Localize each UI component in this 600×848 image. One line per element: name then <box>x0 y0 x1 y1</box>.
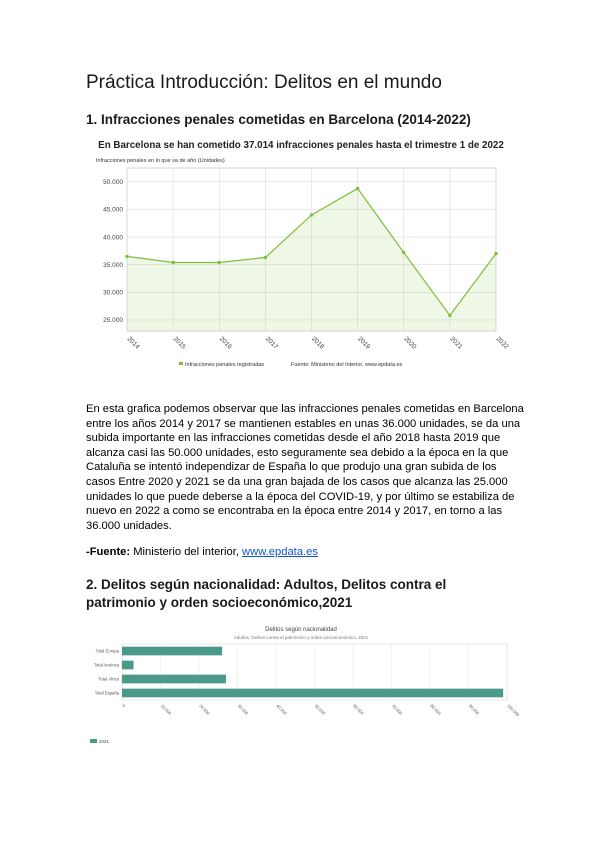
data-point-2019 <box>356 187 359 190</box>
chart-title: Delitos según nacionalidad <box>265 627 337 633</box>
y-tick-label: 35.000 <box>103 261 123 269</box>
data-point-2015 <box>171 261 174 264</box>
x-tick-labels <box>121 703 521 718</box>
x-tick-label: 10.000 <box>159 703 173 716</box>
paragraph-line: unidades lo que puede deberse a la época del COVID-19, y por último se estabiliza de <box>86 490 515 503</box>
source-link[interactable]: www.epdata.es <box>242 546 318 558</box>
category-label: Total Europa <box>95 648 119 654</box>
nationality-bar-chart <box>86 622 521 752</box>
x-tick-label: 0 <box>121 703 127 709</box>
paragraph-line: entre los años 2014 y 2017 se mantienen estables en unas 36.000 unidades, se da una <box>86 417 521 430</box>
category-label: Total España <box>94 690 119 696</box>
x-tick-label: 2021 <box>448 335 464 351</box>
data-point-2017 <box>264 256 267 259</box>
x-tick-label: 2022 <box>494 335 510 351</box>
x-tick-label: 2019 <box>356 335 372 351</box>
data-point-2022 <box>494 252 497 255</box>
chart-title: En Barcelona se han cometido 37.014 infracciones penales hasta el trimestre 1 de 2022 <box>98 140 504 151</box>
x-tick-label: 2020 <box>402 335 418 351</box>
y-tick-label: 45.000 <box>103 206 123 214</box>
legend-label: 2021 <box>99 739 110 744</box>
x-tick-label: 2014 <box>125 335 141 351</box>
paragraph-line: subida importante en las infracciones cometidas desde el año 2018 hasta 2019 que <box>86 432 501 445</box>
paragraph-line: En esta grafica podemos observar que las infracciones penales cometidas en Barcelona <box>86 403 524 415</box>
y-tick-label: 25.000 <box>103 317 123 325</box>
section-1-heading: 1. Infracciones penales cometidas en Barcelona (2014-2022) <box>86 112 471 127</box>
category-label: Total América <box>93 662 119 668</box>
y-tick-label: 50.000 <box>103 179 123 187</box>
analysis-paragraph <box>86 402 524 533</box>
chart-source-note: Fuente: Ministerio del Interior, www.epdata.es <box>291 362 403 368</box>
source-citation <box>86 546 318 558</box>
bars <box>122 647 503 698</box>
bar-total-áfrica <box>122 675 226 684</box>
paragraph-line: Cataluña se intentó independizar de España lo que produjo una gran subida de los <box>86 461 497 474</box>
x-tick-label: 70.000 <box>390 703 404 716</box>
x-tick-label: 30.000 <box>236 703 250 716</box>
legend-label: Infracciones penales registradas <box>185 362 265 368</box>
bar-total-europa <box>122 647 222 656</box>
legend-swatch <box>179 362 183 365</box>
x-tick-label: 40.000 <box>275 703 288 716</box>
data-point-2016 <box>218 261 221 264</box>
legend-swatch <box>90 739 97 743</box>
bar-total-españa <box>122 689 503 698</box>
x-tick-label: 2018 <box>310 335 326 351</box>
paragraph-line: nuevo en 2022 a como se encontraba en la época entre 2014 y 2017, en torno a las <box>86 505 503 518</box>
page-title: Práctica Introducción: Delitos en el mundo <box>86 72 442 93</box>
section-2-heading: 2. Delitos según nacionalidad: Adultos, Delitos contra el patrimonio y orden socioeconómico,2021 <box>86 577 447 610</box>
source-label: -Fuente: <box>86 546 131 558</box>
paragraph-line: alcanza casi las 50.000 unidades, esto seguramente sea debido a la época en la que <box>86 446 509 459</box>
y-tick-labels <box>103 179 123 324</box>
x-tick-labels <box>126 335 510 350</box>
category-label: Total África <box>98 676 119 682</box>
x-tick-label: 2017 <box>263 335 280 351</box>
x-tick-label: 20.000 <box>198 703 211 716</box>
data-point-2018 <box>310 213 313 216</box>
crime-line-chart <box>86 138 516 378</box>
paragraph-line: casos Entre 2020 y 2021 se da una gran bajada de los casos que alcanza las 25.000 <box>86 475 508 488</box>
chart-ylabel: Infracciones penales en lo que va de año (Unidades) <box>96 158 225 164</box>
source-text: Ministerio del interior, <box>130 546 243 558</box>
x-tick-label: 2016 <box>217 335 234 351</box>
data-point-2020 <box>402 251 405 254</box>
x-tick-label: 50.000 <box>313 703 327 716</box>
x-tick-label: 60.000 <box>352 703 365 716</box>
chart-subtitle: Adultos, Delitos contra el patrimonio y orden socioeconómico, 2021 <box>233 635 369 640</box>
x-tick-label: 2015 <box>171 335 187 351</box>
paragraph-line: 36.000 unidades. <box>86 519 172 532</box>
x-tick-label: 80.000 <box>429 703 442 716</box>
y-tick-label: 40.000 <box>103 234 123 242</box>
x-tick-label: 100.000 <box>506 703 521 718</box>
x-tick-label: 90.000 <box>467 703 481 716</box>
bar-total-américa <box>122 661 134 670</box>
data-point-2021 <box>448 314 451 317</box>
y-tick-label: 30.000 <box>103 289 123 297</box>
category-labels <box>94 649 120 696</box>
data-point-2014 <box>125 255 128 258</box>
